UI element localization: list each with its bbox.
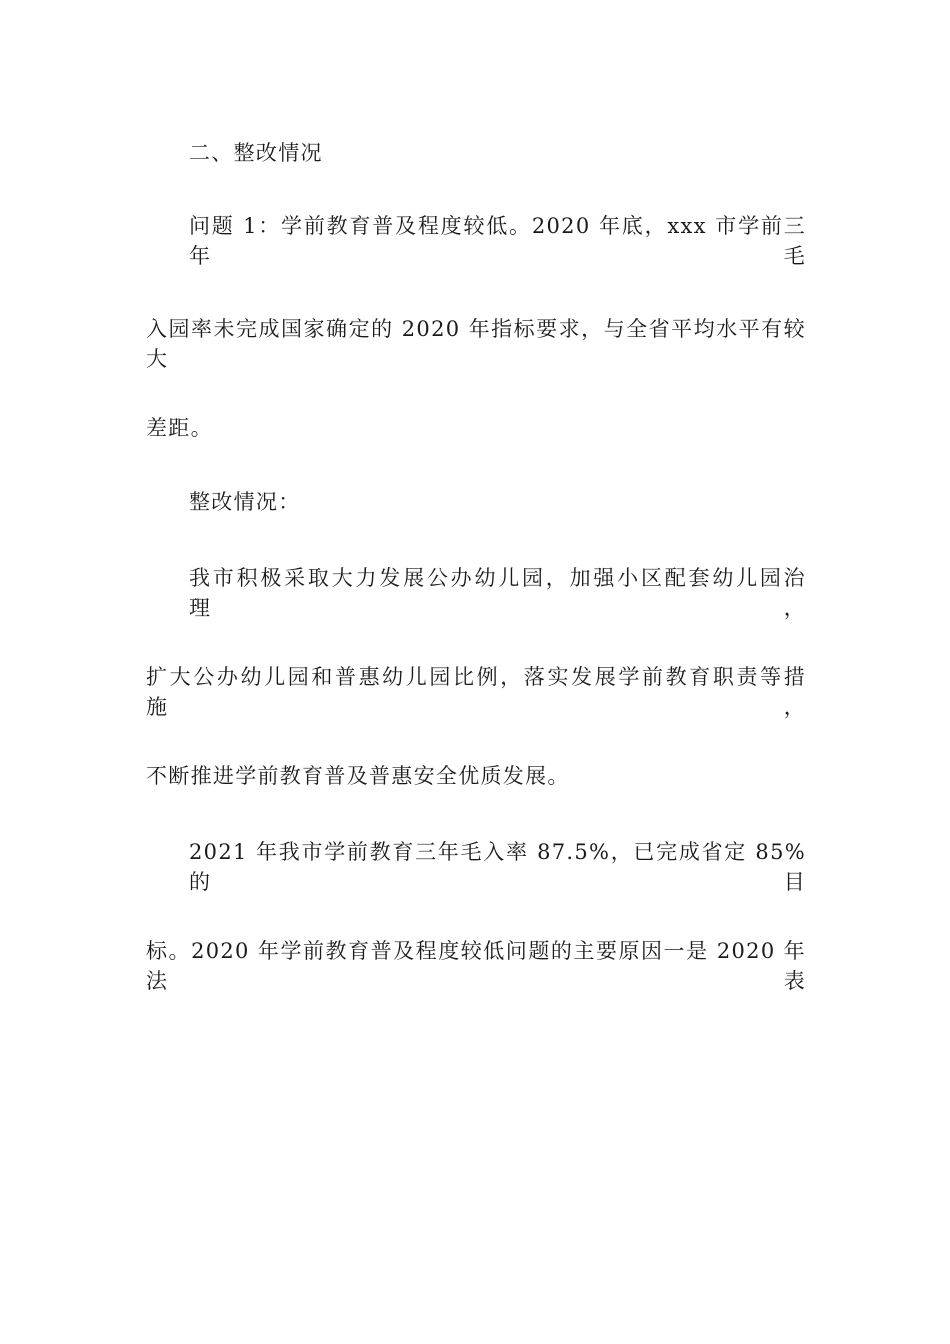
measures-line-3: 不断推进学前教育普及普惠安全优质发展。 [146, 764, 570, 788]
measures-line-1: 我市积极采取大力发展公办幼儿园，加强小区配套幼儿园治理， [189, 566, 806, 620]
section-heading: 二、整改情况 [189, 141, 323, 165]
problem-1-line-3: 差距。 [146, 416, 213, 440]
problem-1-line-1: 问题 1：学前教育普及程度较低。2020 年底，xxx 市学前三年毛 [189, 214, 806, 268]
result-line-1: 2021 年我市学前教育三年毛入率 87.5%，已完成省定 85%的目 [189, 840, 806, 894]
result-line-2: 标。2020 年学前教育普及程度较低问题的主要原因一是 2020 年法表 [146, 939, 806, 993]
problem-1-line-2: 入园率未完成国家确定的 2020 年指标要求，与全省平均水平有较大 [146, 317, 806, 371]
measures-line-2: 扩大公办幼儿园和普惠幼儿园比例，落实发展学前教育职责等措施， [146, 665, 806, 719]
rectification-label: 整改情况： [189, 490, 301, 514]
